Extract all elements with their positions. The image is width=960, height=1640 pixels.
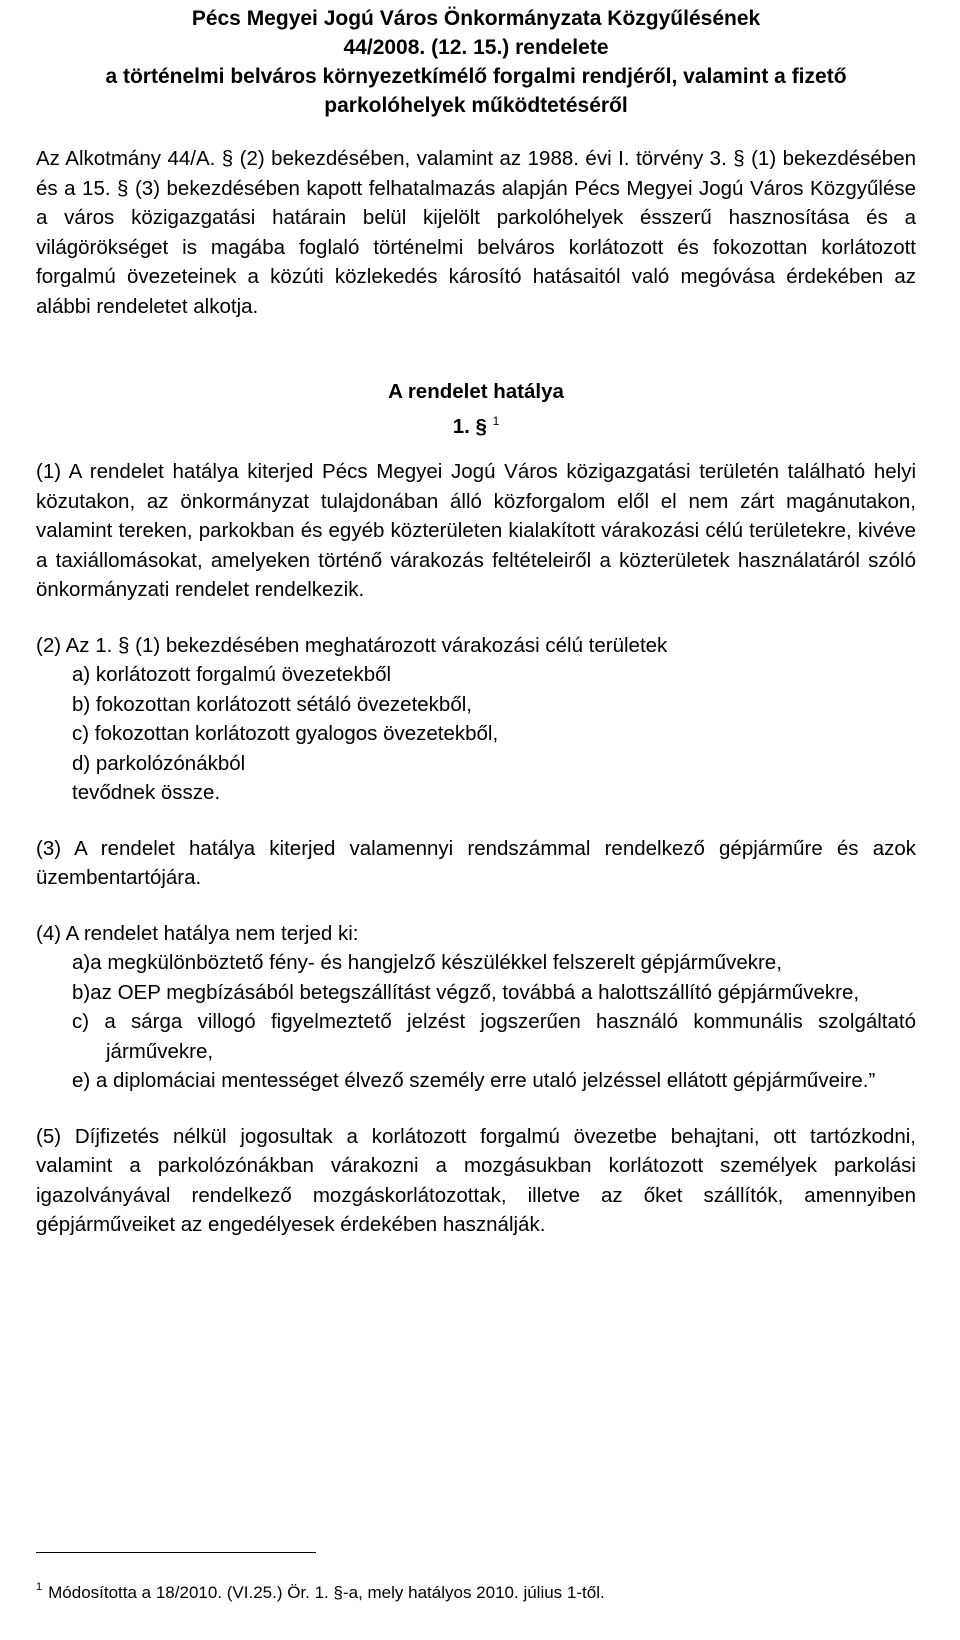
title-line-3: a történelmi belváros környezetkímélő forgalmi rendjéről, valamint a fizető <box>105 65 847 88</box>
paragraph-1: (1) A rendelet hatálya kiterjed Pécs Megyei Jogú Város közigazgatási területén található helyi közutakon, az önkormányzat tulajdonában álló közforgalom elől el nem zárt magánutakon, valamint tereken, parkokban és egyéb közterületen kialakított várakozási célú területekre, kivéve a taxiállomásokat, amelyeken történő várakozás feltételeiről a közterületek használatáról szóló önkormányzati rendelet rendelkezik. <box>36 460 916 601</box>
title-line-1: Pécs Megyei Jogú Város Önkormányzata Közgyűlésének <box>191 7 761 30</box>
footnote-text: Módosította a 18/2010. (VI.25.) Ör. 1. §-a, mely hatályos 2010. július 1-től. <box>48 1583 605 1602</box>
preamble-paragraph: Az Alkotmány 44/A. § (2) bekezdésében, valamint az 1988. évi I. törvény 3. § (1) bekezdésében és a 15. § (3) bekezdésében kapott felhatalmazás alapján Pécs Megyei Jogú Város Közgyűlése a város közigazgatási határain belül kijelölt parkolóhelyek ésszerű hasznosítása és a világörökséget is magába foglaló történelmi belváros korlátozott és fokozottan korlátozott forgalmú övezeteinek a közúti közlekedés károsító hatásaitól való megóvása érdekében az alábbi rendeletet alkotja. <box>36 147 916 318</box>
list-item: a) korlátozott forgalmú övezetekből <box>72 663 392 686</box>
document-title <box>36 4 916 120</box>
paragraph-2-intro: (2) Az 1. § (1) bekezdésében meghatározott várakozási célú területek <box>36 633 668 657</box>
footnote-marker: 1 <box>36 1581 43 1593</box>
section-heading: A rendelet hatálya <box>388 380 564 403</box>
list-item: b)az OEP megbízásából betegszállítást végző, továbbá a halottszállító gépjárművekre, <box>72 980 860 1004</box>
paragraph-3: (3) A rendelet hatálya kiterjed valamennyi rendszámmal rendelkező gépjárműre és azok üzembentartójára. <box>36 836 916 889</box>
footnote-reference: 1 <box>492 413 500 428</box>
footnote-separator <box>36 1552 316 1553</box>
paragraph-5: (5) Díjfizetés nélkül jogosultak a korlátozott forgalmú övezetbe behajtani, ott tartózkodni, valamint a parkolózónákban várakozni a mozgásukban korlátozott személyek parkolási igazolványával rendelkező mozgáskorlátozottak, illetve az őket szállítók, amennyiben gépjárműveiket az engedélyesek érdekében használják. <box>36 1124 916 1236</box>
footnote <box>36 1576 605 1604</box>
paragraph-4 <box>36 919 916 1096</box>
paragraph-4-list <box>72 948 916 1096</box>
paragraph-2 <box>36 631 916 808</box>
list-item: e) a diplomáciai mentességet élvező személy erre utaló jelzéssel ellátott gépjárműveire.” <box>72 1069 876 1092</box>
list-item: b) fokozottan korlátozott sétáló övezetekből, <box>72 692 472 716</box>
title-line-4: parkolóhelyek működtetéséről <box>324 94 628 117</box>
list-item: d) parkolózónákból <box>72 751 246 775</box>
list-item: c) a sárga villogó figyelmeztető jelzést jogszerűen használó kommunális szolgáltató járművekre, <box>72 1010 916 1063</box>
section-number-text: 1. § <box>452 414 487 438</box>
list-item: c) fokozottan korlátozott gyalogos övezetekből, <box>72 722 499 745</box>
section-number <box>36 407 916 442</box>
list-item: a)a megkülönböztető fény- és hangjelző készülékkel felszerelt gépjárművekre, <box>72 951 782 974</box>
paragraph-4-intro: (4) A rendelet hatálya nem terjed ki: <box>36 921 359 945</box>
document-page <box>36 0 916 1602</box>
list-item: tevődnek össze. <box>72 781 221 804</box>
title-line-2: 44/2008. (12. 15.) rendelete <box>343 36 609 59</box>
paragraph-2-list <box>72 660 916 808</box>
